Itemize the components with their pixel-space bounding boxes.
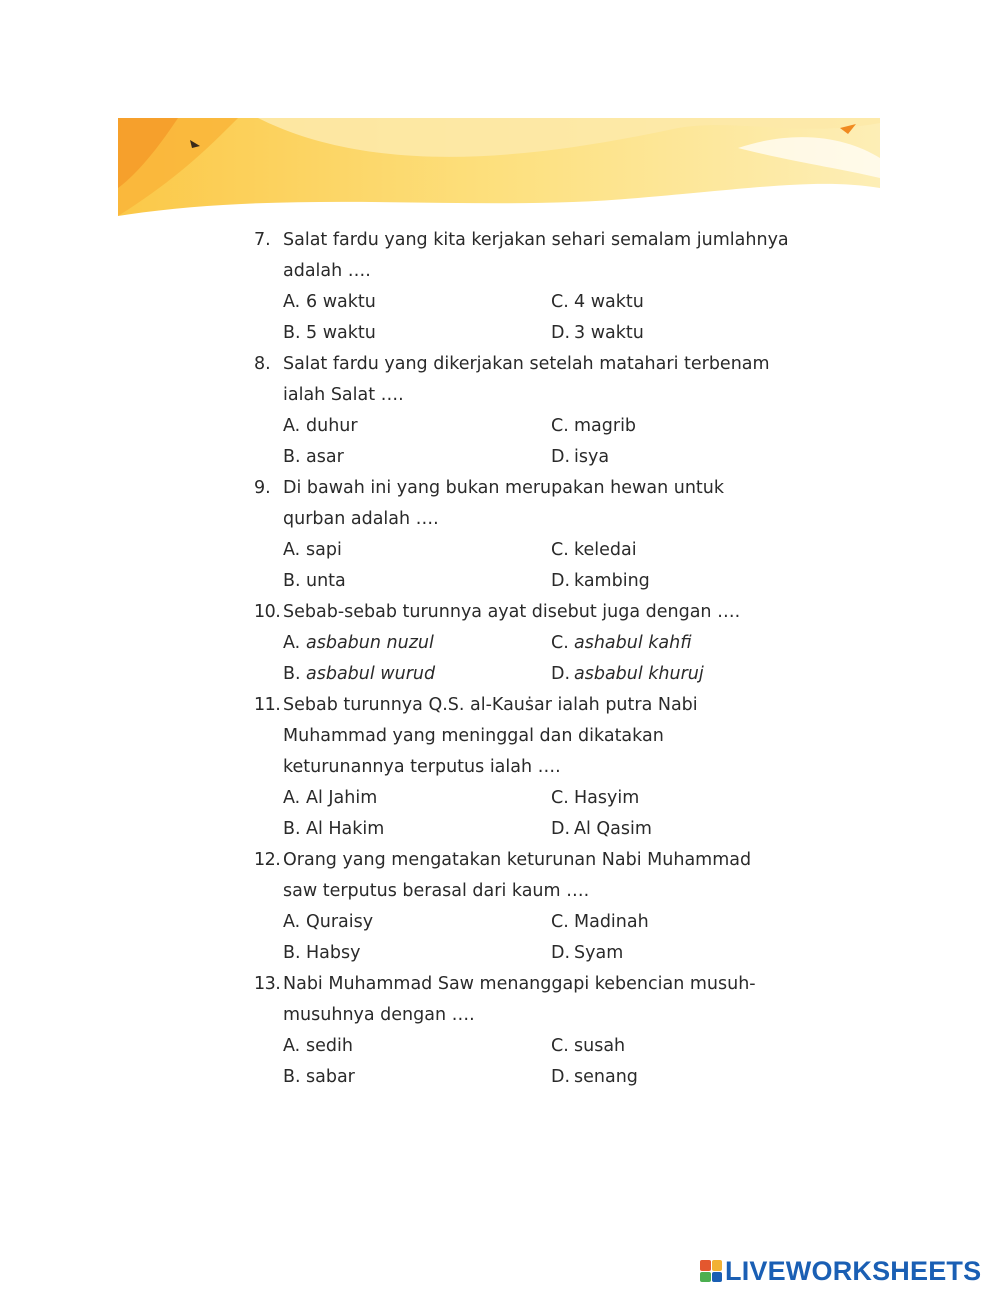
option-letter: A. — [283, 291, 301, 312]
option-text: 4 waktu — [574, 291, 644, 312]
question-number: 11. — [254, 694, 281, 715]
option-text: sabar — [306, 1066, 355, 1087]
option-text: 5 waktu — [306, 322, 376, 343]
option-letter: C. — [551, 911, 569, 932]
option-letter: C. — [551, 539, 569, 560]
option-text: Quraisy — [306, 911, 374, 932]
question-text-line — [254, 689, 814, 720]
question-text: Di bawah ini yang bukan merupakan hewan untuk — [283, 477, 725, 498]
answer-options — [283, 410, 814, 472]
question-text-line — [254, 224, 814, 255]
banner-wave-graphic — [118, 118, 880, 216]
answer-options — [283, 1030, 814, 1092]
question-text-line — [254, 999, 814, 1030]
option-text: asar — [306, 446, 344, 467]
answer-option — [283, 813, 551, 844]
option-text: sapi — [306, 539, 342, 560]
option-text: asbabul khuruj — [574, 663, 704, 684]
question-number: 8. — [254, 353, 271, 374]
question-text-line — [254, 472, 814, 503]
question-text: Sebab turunnya Q.S. al-Kauṡar ialah putra Nabi — [283, 694, 698, 715]
answer-option — [551, 906, 791, 937]
option-letter: D. — [551, 322, 571, 343]
option-text: isya — [574, 446, 610, 467]
option-letter: D. — [551, 818, 571, 839]
option-text: Al Jahim — [306, 787, 378, 808]
question-text: ialah Salat …. — [283, 384, 404, 405]
option-text: sedih — [306, 1035, 353, 1056]
answer-option — [283, 565, 551, 596]
question-text-line — [254, 503, 814, 534]
answer-option — [283, 1061, 551, 1092]
option-letter: B. — [283, 570, 301, 591]
question-text: qurban adalah …. — [283, 508, 439, 529]
option-letter: B. — [283, 942, 301, 963]
option-letter: A. — [283, 911, 301, 932]
option-text: Madinah — [574, 911, 649, 932]
answer-option — [551, 410, 791, 441]
question-text: Nabi Muhammad Saw menanggapi kebencian musuh- — [283, 973, 756, 994]
option-letter: C. — [551, 1035, 569, 1056]
option-letter: D. — [551, 663, 571, 684]
option-letter: B. — [283, 446, 301, 467]
answer-option — [283, 906, 551, 937]
answer-option — [551, 782, 791, 813]
option-letter: A. — [283, 1035, 301, 1056]
option-letter: B. — [283, 322, 301, 343]
question-text-line — [254, 596, 814, 627]
option-text: senang — [574, 1066, 638, 1087]
question-text: adalah …. — [283, 260, 371, 281]
answer-option — [283, 534, 551, 565]
question-9 — [254, 472, 814, 596]
option-letter: D. — [551, 942, 571, 963]
option-letter: C. — [551, 632, 569, 653]
answer-option — [551, 658, 791, 689]
question-text: Muhammad yang meninggal dan dikatakan — [283, 725, 664, 746]
answer-option — [283, 410, 551, 441]
question-text-line — [254, 348, 814, 379]
question-text: keturunannya terputus ialah …. — [283, 756, 561, 777]
option-letter: A. — [283, 415, 301, 436]
answer-option — [283, 627, 551, 658]
option-letter: A. — [283, 787, 301, 808]
question-7 — [254, 224, 814, 348]
option-text: unta — [306, 570, 346, 591]
answer-options — [283, 286, 814, 348]
question-text-line — [254, 379, 814, 410]
option-letter: D. — [551, 570, 571, 591]
answer-options — [283, 627, 814, 689]
answer-option — [283, 782, 551, 813]
question-text-line — [254, 255, 814, 286]
option-text: asbabul wurud — [306, 663, 436, 684]
question-text-line — [254, 844, 814, 875]
question-text: musuhnya dengan …. — [283, 1004, 475, 1025]
option-text: 3 waktu — [574, 322, 644, 343]
option-text: kambing — [574, 570, 650, 591]
option-text: keledai — [574, 539, 637, 560]
question-10 — [254, 596, 814, 689]
option-text: Syam — [574, 942, 624, 963]
option-letter: C. — [551, 415, 569, 436]
option-letter: A. — [283, 539, 301, 560]
question-text: saw terputus berasal dari kaum …. — [283, 880, 590, 901]
question-11 — [254, 689, 814, 844]
answer-option — [551, 286, 791, 317]
answer-option — [283, 317, 551, 348]
question-number: 7. — [254, 229, 271, 250]
option-letter: A. — [283, 632, 301, 653]
answer-options — [283, 906, 814, 968]
answer-option — [551, 1030, 791, 1061]
option-text: asbabun nuzul — [306, 632, 434, 653]
answer-option — [283, 937, 551, 968]
option-text: magrib — [574, 415, 637, 436]
option-letter: B. — [283, 818, 301, 839]
answer-option — [283, 441, 551, 472]
question-text: Salat fardu yang kita kerjakan sehari semalam jumlahnya — [283, 229, 789, 250]
question-text: Orang yang mengatakan keturunan Nabi Muhammad — [283, 849, 752, 870]
answer-option — [551, 441, 791, 472]
option-letter: D. — [551, 446, 571, 467]
liveworksheets-logo-icon — [700, 1260, 722, 1282]
answer-options — [283, 782, 814, 844]
answer-option — [551, 317, 791, 348]
logo-text: LIVEWORKSHEETS — [725, 1255, 982, 1286]
option-text: susah — [574, 1035, 626, 1056]
option-text: ashabul kahfi — [574, 632, 692, 653]
question-text-line — [254, 720, 814, 751]
answer-option — [551, 813, 791, 844]
question-text-line — [254, 751, 814, 782]
question-text-line — [254, 968, 814, 999]
question-13 — [254, 968, 814, 1092]
option-text: Habsy — [306, 942, 361, 963]
answer-option — [551, 937, 791, 968]
answer-option — [551, 534, 791, 565]
option-letter: B. — [283, 1066, 301, 1087]
option-letter: C. — [551, 291, 569, 312]
question-text: Salat fardu yang dikerjakan setelah matahari terbenam — [283, 353, 770, 374]
question-8 — [254, 348, 814, 472]
option-text: duhur — [306, 415, 358, 436]
question-number: 13. — [254, 973, 281, 994]
answer-option — [283, 658, 551, 689]
answer-options — [283, 534, 814, 596]
header-banner — [118, 118, 880, 216]
answer-option — [551, 565, 791, 596]
answer-option — [551, 627, 791, 658]
option-text: Al Hakim — [306, 818, 385, 839]
liveworksheets-logo — [700, 1256, 981, 1286]
option-letter: C. — [551, 787, 569, 808]
option-text: 6 waktu — [306, 291, 376, 312]
option-text: Al Qasim — [574, 818, 652, 839]
question-list — [254, 224, 814, 1092]
option-letter: B. — [283, 663, 301, 684]
answer-option — [283, 286, 551, 317]
question-number: 12. — [254, 849, 281, 870]
question-number: 10. — [254, 601, 281, 622]
option-text: Hasyim — [574, 787, 640, 808]
answer-option — [551, 1061, 791, 1092]
answer-option — [283, 1030, 551, 1061]
question-text-line — [254, 875, 814, 906]
option-letter: D. — [551, 1066, 571, 1087]
question-number: 9. — [254, 477, 271, 498]
question-12 — [254, 844, 814, 968]
question-text: Sebab-sebab turunnya ayat disebut juga dengan …. — [283, 601, 741, 622]
